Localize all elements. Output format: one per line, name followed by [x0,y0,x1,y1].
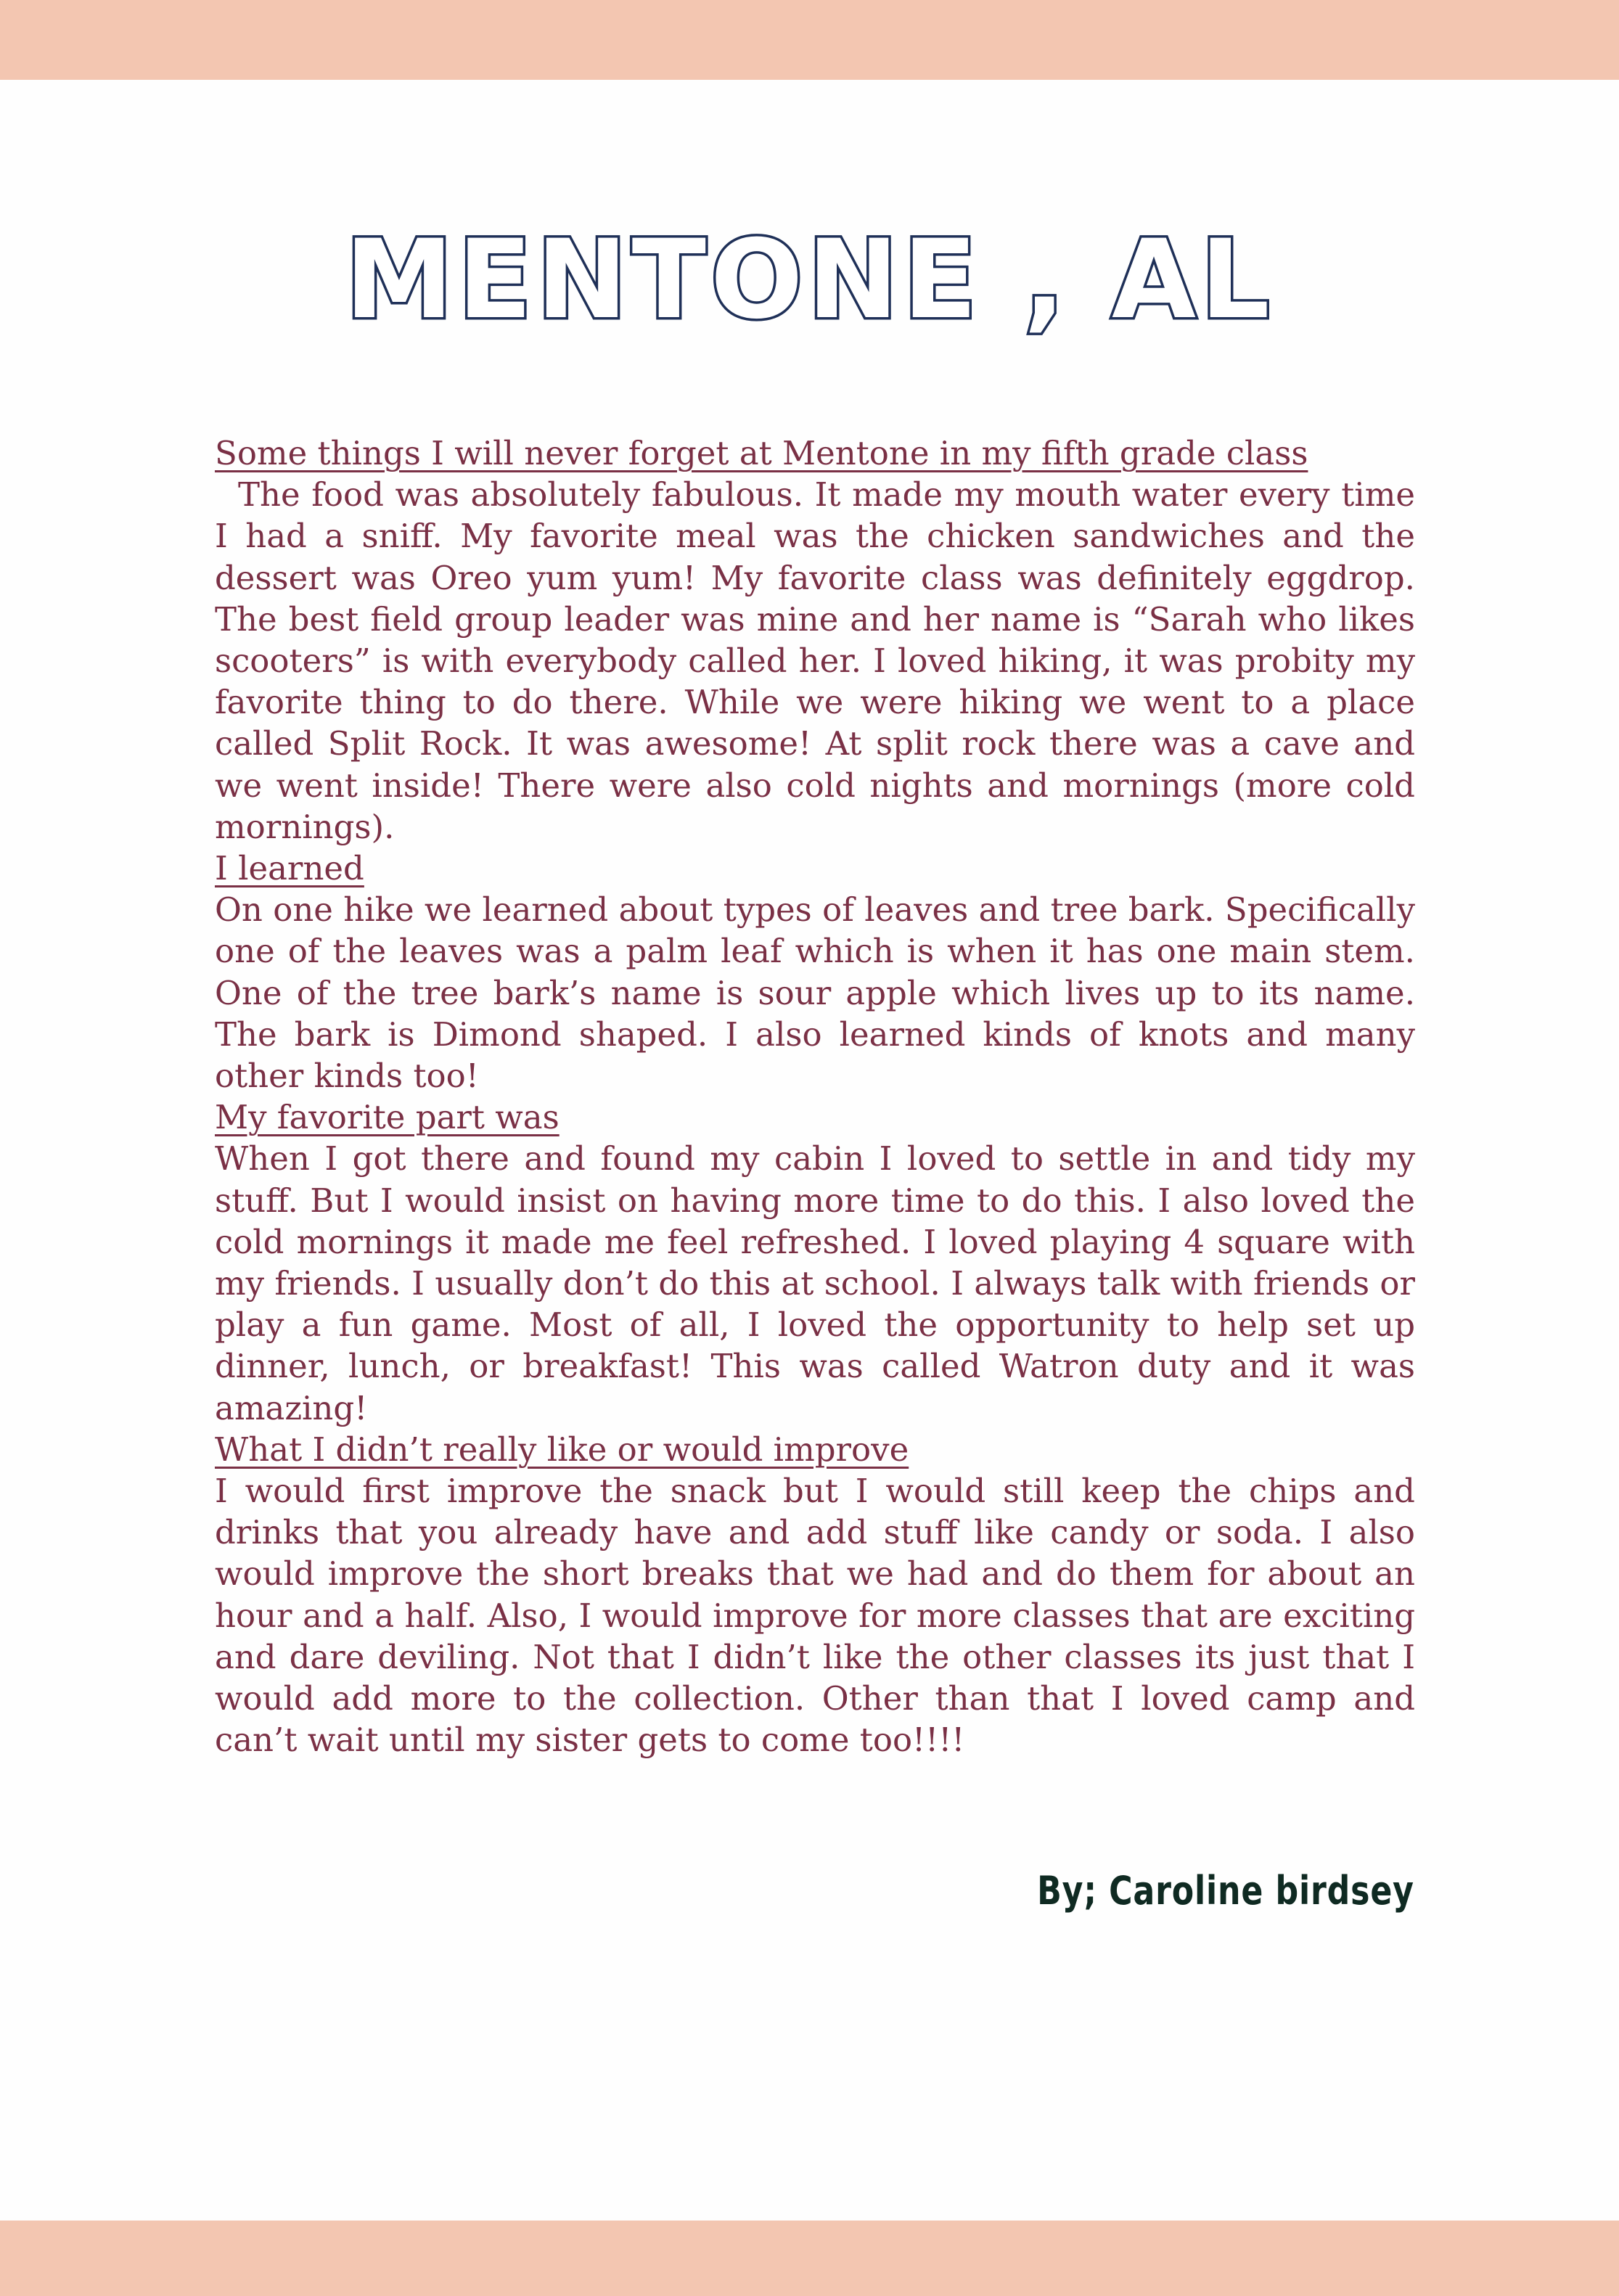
section-text-learned: On one hike we learned about types of leaves and tree bark. Specifically one of the leaves was a palm leaf which is when it has one main stem. One of the tree bark’s name is sour apple which lives up to its name. The bark is Dimond shaped. I also learned kinds of knots and many other kinds too! [215,890,1415,1096]
bottom-border-band [0,2221,1619,2296]
section-heading-improve: What I didn’t really like or would improve [215,1430,909,1469]
author-signature: By; Caroline birdsey [1037,1868,1414,1914]
document-body [215,432,1415,1761]
section-heading-favorite-part: My favorite part was [215,1098,560,1137]
section-heading-learned: I learned [215,849,364,888]
document-title: MENTONE , AL [345,216,1274,343]
top-border-band [0,0,1619,80]
section-heading-memories: Some things I will never forget at Mentone in my fifth grade class [215,434,1308,472]
section-text-favorite-part: When I got there and found my cabin I loved to settle in and tidy my stuff. But I would insist on having more time to do this. I also loved the cold mornings it made me feel refreshed. I loved playing 4 square with my friends. I usually don’t do this at school. I always talk with friends or play a fun game. Most of all, I loved the opportunity to help set up dinner, lunch, or breakfast! This was called Watron duty and it was amazing! [215,1139,1415,1427]
section-text-improve: I would first improve the snack but I would still keep the chips and drinks that you already have and add stuff like candy or soda. I also would improve the short breaks that we had and do them for about an hour and a half. Also, I would improve for more classes that are exciting and dare deviling. Not that I didn’t like the other classes its just that I would add more to the collection. Other than that I loved camp and can’t wait until my sister gets to come too!!!! [215,1472,1415,1760]
section-text-memories: The food was absolutely fabulous. It made my mouth water every time I had a sniff. My favorite meal was the chicken sandwiches and the dessert was Oreo yum yum! My favorite class was definitely eggdrop. The best field group leader was mine and her name is “Sarah who likes scooters” is with everybody called her. I loved hiking, it was probity my favorite thing to do there. While we were hiking we went to a place called Split Rock. It was awesome! At split rock there was a cave and we went inside! There were also cold nights and mornings (more cold mornings). [215,475,1415,846]
